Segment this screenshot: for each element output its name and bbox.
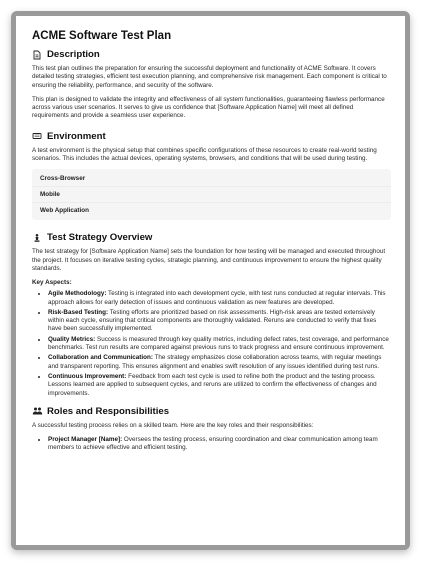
list-item [48, 290, 391, 307]
strategy-heading-label: Test Strategy Overview [47, 232, 153, 244]
aspect-text: Testing efforts are prioritized based on risk assessments. High-risk areas are tested extensively within each cycle, ensuring that critical components are thoroughly validated. Reruns are conducted to verify that fixes have been successfully implemented. [48, 308, 377, 333]
aspect-term: Risk-Based Testing: [48, 308, 109, 316]
list-item: Web Application [40, 207, 89, 215]
roles-paragraph: A successful testing process relies on a skilled team. Here are the key roles and their responsibilities: [32, 421, 314, 429]
roles-heading-label: Roles and Responsibilities [47, 405, 170, 417]
page-title: ACME Software Test Plan [32, 30, 172, 42]
key-aspects-list [32, 290, 391, 398]
people-icon [32, 406, 42, 416]
role-term: Project Manager [Name]: [48, 436, 123, 444]
list-item [48, 336, 391, 353]
aspect-term: Quality Metrics: [48, 335, 96, 343]
list-item [48, 436, 391, 453]
document-frame [11, 11, 410, 550]
environment-list [32, 169, 391, 220]
aspect-term: Continuous Improvement: [48, 372, 127, 380]
description-heading [32, 49, 391, 60]
key-aspects-label: Key Aspects: [32, 279, 72, 287]
role-text: Oversees the testing process, ensuring coordination and clear communication among team members to achieve effective and efficient testing. [48, 436, 378, 452]
list-item: Cross-Browser [32, 171, 391, 187]
aspect-text: Success is measured through key quality metrics, including defect rates, test coverage, and performance benchmarks. Test run results are compared against previous runs to track progress and ensure continuous improvement. [48, 335, 389, 352]
strategy-heading [32, 232, 391, 243]
description-paragraph-1: This test plan outlines the preparation for ensuring the successful deployment and functionality of ACME Software. It covers detailed testing strategies, efficient test execution planning, and comprehensive risk management. Each component is critical to ensuring the reliability, performance, and security of the software. [32, 65, 387, 89]
aspect-text: Feedback from each test cycle is used to refine both the product and the testing process. Lessons learned are applied to subsequent cycles, and reruns are utilized to confirm the effectiveness of changes and improvements. [48, 372, 377, 397]
description-heading-label: Description [47, 49, 100, 60]
document-icon [32, 50, 42, 60]
list-item [48, 373, 391, 398]
environment-heading-label: Environment [47, 130, 106, 142]
environment-heading [32, 131, 391, 142]
description-paragraph-2: This plan is designed to validate the integrity and effectiveness of all system functionalities, guaranteeing flawless performance across various user scenarios. It serves to give us confidence that [Software Application Name] will meet all defined requirements and provide a seamless user experience. [32, 95, 385, 120]
document-page [16, 16, 405, 545]
aspect-term: Collaboration and Communication: [48, 354, 153, 362]
aspect-text: The strategy emphasizes close collaboration across teams, with regular meetings and transparent reporting. This ensures alignment and enables swift resolution of any issues identified during test runs. [48, 354, 382, 370]
environment-paragraph: A test environment is the physical setup that combines specific configurations of these resources to create real-world testing scenarios. This includes the actual devices, operating systems, browsers, and conditions that will be used during testing. [32, 146, 377, 163]
roles-heading [32, 406, 391, 417]
chess-icon [32, 233, 42, 243]
list-item: Mobile [32, 187, 391, 203]
list-item [48, 354, 391, 371]
aspect-text: Testing is integrated into each development cycle, with test runs conducted at regular intervals. This approach allows for early detection of issues and continuous validation as new features are developed. [48, 290, 386, 306]
strategy-paragraph: The test strategy for [Software Application Name] sets the foundation for how testing will be managed and executed throughout the project. It focuses on iterative testing cycles, strategic planning, and continuous improvement to ensure the highest quality standards. [32, 248, 386, 272]
list-item [48, 309, 391, 334]
server-icon [32, 131, 42, 141]
aspect-term: Agile Methodology: [48, 290, 107, 298]
roles-list [32, 436, 391, 453]
